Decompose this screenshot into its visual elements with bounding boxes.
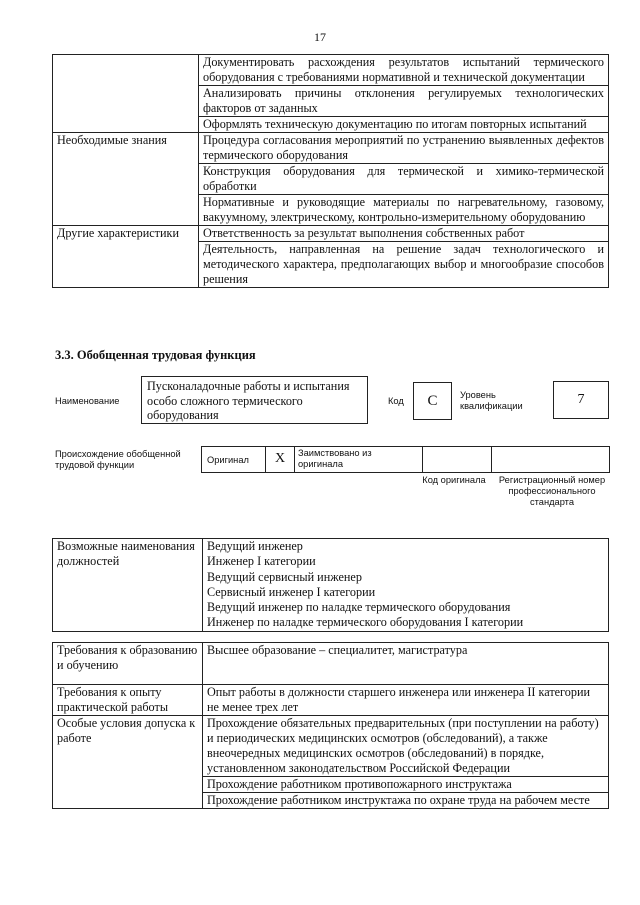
table-cell: Нормативные и руководящие материалы по нагревательному, газовому, вакуумному, электрическому, контрольно-измерительному оборудованию <box>199 195 609 226</box>
table-row <box>53 55 609 86</box>
original-mark: X <box>265 447 295 472</box>
table-cell: Прохождение работником инструктажа по охране труда на рабочем месте <box>203 793 609 809</box>
origin-box <box>201 446 610 473</box>
requirements-table <box>52 642 609 809</box>
table-cell: Деятельность, направленная на решение задач технологического и методического характера, предполагающих выбор и многообразие способов решения <box>199 242 609 288</box>
name-label: Наименование <box>55 396 120 406</box>
table-cell: Ответственность за результат выполнения собственных работ <box>199 226 609 242</box>
page-number: 17 <box>314 30 326 44</box>
table-cell: Конструкция оборудования для термической и химико-термической обработки <box>199 164 609 195</box>
table-cell: Опыт работы в должности старшего инженера или инженера II категории не менее трех лет <box>203 685 609 716</box>
table-row <box>53 539 609 555</box>
origin-label: Происхождение обобщенной трудовой функции <box>55 449 181 470</box>
table-row <box>53 643 609 685</box>
column-divider <box>491 447 492 472</box>
row-label: Возможные наименования должностей <box>53 539 203 632</box>
positions-table <box>52 538 609 632</box>
code-original-caption: Код оригинала <box>422 475 486 485</box>
level-value-box: 7 <box>553 381 609 419</box>
table-cell: Анализировать причины отклонения регулируемых технологических факторов от заданных <box>199 86 609 117</box>
position-item: Ведущий сервисный инженер <box>203 570 609 585</box>
table-row <box>53 685 609 716</box>
borrowed-label: Заимствовано из оригинала <box>298 448 372 469</box>
code-label: Код <box>388 396 404 406</box>
position-item: Инженер I категории <box>203 554 609 569</box>
table-cell: Прохождение обязательных предварительных (при поступлении на работу) и периодических медицинских осмотров (обследований), а также внеочередных медицинских осмотров (обследований) в порядке, установленном законодательством Российской Федерации <box>203 716 609 777</box>
registration-caption: Регистрационный номер профессионального стандарта <box>498 475 606 507</box>
row-label: Требования к образованию и обучению <box>53 643 203 685</box>
table-cell: Процедура согласования мероприятий по устранению выявленных дефектов термического оборудования <box>199 133 609 164</box>
table-row <box>53 226 609 242</box>
table-cell: Высшее образование – специалитет, магистратура <box>203 643 609 685</box>
column-divider <box>422 447 423 472</box>
row-label: Другие характеристики <box>53 226 199 288</box>
competencies-table <box>52 54 609 288</box>
position-item: Ведущий инженер по наладке термического оборудования <box>203 600 609 615</box>
row-label <box>53 55 199 133</box>
function-name-box: Пусконаладочные работы и испытания особо сложного термического оборудования <box>141 376 368 424</box>
original-label: Оригинал <box>207 455 249 465</box>
row-label: Необходимые знания <box>53 133 199 226</box>
position-item: Инженер по наладке термического оборудования I категории <box>203 615 609 631</box>
row-label: Требования к опыту практической работы <box>53 685 203 716</box>
table-row <box>53 133 609 164</box>
code-value-box: C <box>413 382 452 420</box>
position-item: Сервисный инженер I категории <box>203 585 609 600</box>
position-item: Ведущий инженер <box>203 539 609 555</box>
section-heading: 3.3. Обобщенная трудовая функция <box>55 348 256 362</box>
table-cell: Оформлять техническую документацию по итогам повторных испытаний <box>199 117 609 133</box>
table-cell: Документировать расхождения результатов испытаний термического оборудования с требованиями нормативной и технической документации <box>199 55 609 86</box>
row-label: Особые условия допуска к работе <box>53 716 203 809</box>
table-row <box>53 716 609 777</box>
table-cell: Прохождение работником противопожарного инструктажа <box>203 777 609 793</box>
level-label: Уровень квалификации <box>460 390 523 411</box>
